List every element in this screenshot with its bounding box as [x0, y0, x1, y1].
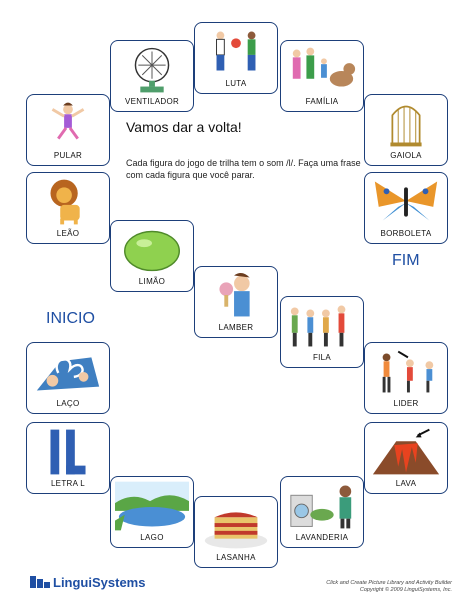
card-luta[interactable]	[194, 22, 278, 94]
shoelace-icon	[31, 347, 105, 397]
card-label: PULAR	[53, 151, 83, 160]
volcano-lava-icon	[369, 427, 443, 477]
card-label: LAVANDERIA	[295, 533, 349, 542]
card-label: BORBOLETA	[380, 229, 432, 238]
card-fila[interactable]	[280, 296, 364, 368]
lion-icon	[31, 177, 105, 227]
card-lago[interactable]	[110, 476, 194, 548]
copyright-credit	[326, 580, 452, 594]
card-label: LAGO	[140, 533, 164, 542]
linguisystems-logo	[30, 574, 145, 590]
card-label: LAVA	[395, 479, 417, 488]
card-pular[interactable]	[26, 94, 110, 166]
card-label: LETRA L	[50, 479, 86, 488]
credit-line-2: Copyright © 2009 LinguiSystems, Inc.	[359, 587, 452, 593]
card-ventilador[interactable]	[110, 40, 194, 112]
brand-name: LinguiSystems	[53, 574, 146, 590]
start-label: INICIO	[46, 310, 95, 327]
card-label: GAIOLA	[390, 151, 422, 160]
card-lamber[interactable]	[194, 266, 278, 338]
card-label: FAMÍLIA	[305, 97, 339, 106]
card-laco[interactable]	[26, 342, 110, 414]
card-leao[interactable]	[26, 172, 110, 244]
card-label: LAMBER	[218, 323, 254, 332]
letter-l-icon	[31, 427, 105, 477]
card-lasanha[interactable]	[194, 496, 278, 568]
card-letra-l[interactable]	[26, 422, 110, 494]
licking-icon	[199, 271, 273, 321]
card-gaiola[interactable]	[364, 94, 448, 166]
card-label: VENTILADOR	[124, 97, 180, 106]
card-label: LAÇO	[56, 399, 80, 408]
logo-mark-icon	[30, 574, 50, 590]
jumping-icon	[31, 99, 105, 149]
card-lava[interactable]	[364, 422, 448, 494]
card-label: LIMÃO	[138, 277, 166, 286]
butterfly-icon	[369, 177, 443, 227]
lake-icon	[115, 481, 189, 531]
fan-icon	[115, 45, 189, 95]
card-label: LIDER	[393, 399, 419, 408]
birdcage-icon	[369, 99, 443, 149]
card-label: FILA	[312, 353, 332, 362]
leader-icon	[369, 347, 443, 397]
card-lider[interactable]	[364, 342, 448, 414]
family-icon	[285, 45, 359, 95]
queue-icon	[285, 301, 359, 351]
game-title: Vamos dar a volta!	[126, 119, 242, 135]
card-label: LUTA	[225, 79, 247, 88]
credit-line-1: Click and Create Picture Library and Activity Builder	[326, 580, 452, 586]
card-label: LEÃO	[56, 229, 80, 238]
card-familia[interactable]	[280, 40, 364, 112]
end-label: FIM	[392, 252, 420, 269]
fight-icon	[199, 27, 273, 77]
card-limao[interactable]	[110, 220, 194, 292]
card-borboleta[interactable]	[364, 172, 448, 244]
lasagna-icon	[199, 501, 273, 551]
card-lavanderia[interactable]	[280, 476, 364, 548]
card-label: LASANHA	[216, 553, 256, 562]
instructions: Cada figura do jogo de trilha tem o som /l/. Faça uma frase com cada figura que você parar.	[126, 158, 361, 180]
laundry-icon	[285, 481, 359, 531]
lime-icon	[115, 225, 189, 275]
